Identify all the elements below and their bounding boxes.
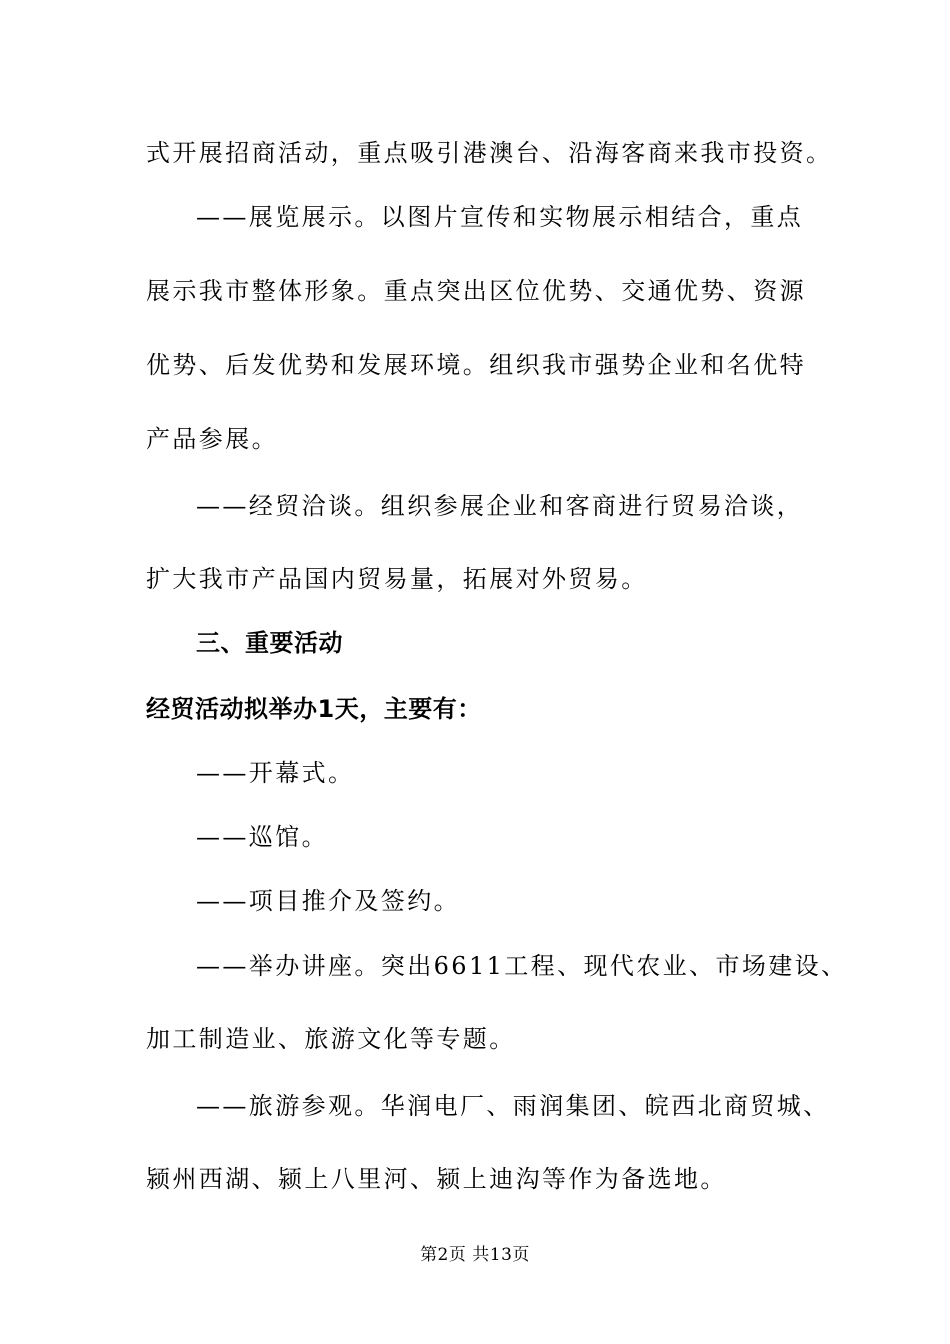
section-intro: 经贸活动拟举办1天，主要有：: [146, 695, 482, 723]
paragraph-line: 扩大我市产品国内贸易量，拓展对外贸易。: [146, 565, 648, 593]
paragraph-line: 式开展招商活动，重点吸引港澳台、沿海客商来我市投资。: [146, 139, 833, 167]
paragraph-line: ——展览展示。以图片宣传和实物展示相结合，重点: [196, 203, 804, 231]
paragraph-line: 加工制造业、旅游文化等专题。: [146, 1025, 516, 1053]
paragraph-line: 优势、后发优势和发展环境。组织我市强势企业和名优特: [146, 351, 806, 379]
paragraph-line: 展示我市整体形象。重点突出区位优势、交通优势、资源: [146, 277, 806, 305]
list-item: ——开幕式。: [196, 759, 355, 787]
list-item: ——项目推介及签约。: [196, 887, 460, 915]
list-item: ——旅游参观。华润电厂、雨润集团、皖西北商贸城、: [196, 1092, 830, 1120]
paragraph-line: 产品参展。: [146, 425, 278, 453]
paragraph-line: ——经贸洽谈。组织参展企业和客商进行贸易洽谈，: [196, 492, 804, 520]
list-item: ——巡馆。: [196, 823, 328, 851]
section-heading: 三、重要活动: [196, 629, 343, 657]
paragraph-line: 颍州西湖、颍上八里河、颍上迪沟等作为备选地。: [146, 1165, 727, 1193]
page-number: 第2页 共13页: [420, 1245, 530, 1265]
list-item: ——举办讲座。突出6611工程、现代农业、市场建设、: [196, 952, 848, 980]
